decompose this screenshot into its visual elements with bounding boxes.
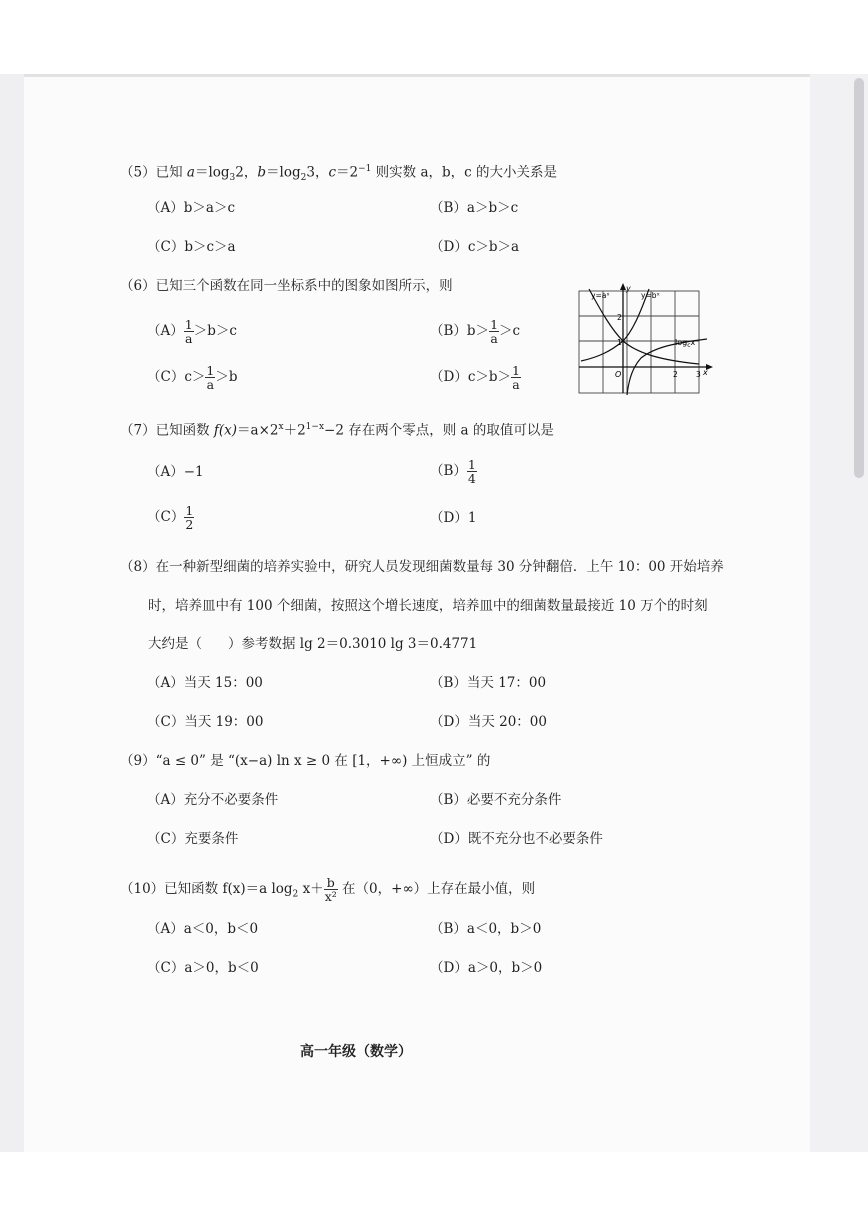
question-10-stem bbox=[120, 876, 535, 904]
q5-log-base2: 2 bbox=[300, 173, 307, 184]
graph-y-axis-label: y bbox=[626, 284, 631, 293]
q7-b-prefix: （B） bbox=[430, 463, 467, 479]
q5-var-a: a bbox=[186, 164, 195, 181]
q9-option-a[interactable]: （A）充分不必要条件 bbox=[147, 792, 279, 808]
graph-tick-x2: 2 bbox=[673, 370, 678, 379]
q7-fx: f(x) bbox=[213, 422, 238, 439]
question-9-stem: （9）“a ≤ 0” 是 “(x−a) ln x ≥ 0 在 [1，+∞) 上恒成立” 的 bbox=[120, 753, 491, 769]
q7-exp2: 1−x bbox=[305, 422, 325, 432]
q7-stem-suffix: −2 存在两个零点，则 a 的取值可以是 bbox=[324, 422, 554, 439]
question-8-line-2: 时，培养皿中有 100 个细菌，按照这个增长速度，培养皿中的细菌数量最接近 10 万个的时刻 bbox=[148, 598, 708, 614]
q9-option-d[interactable]: （D）既不充分也不必要条件 bbox=[430, 831, 603, 847]
scrollbar-thumb[interactable] bbox=[854, 78, 864, 478]
q6-a-suffix: ＞b＞c bbox=[193, 323, 237, 339]
q6-b-suffix: ＞c bbox=[499, 323, 521, 339]
q10-option-b[interactable]: （B）a＜0，b＞0 bbox=[430, 921, 542, 937]
q6-option-d[interactable] bbox=[430, 364, 521, 391]
q5-eq1: ＝log bbox=[194, 164, 230, 181]
question-8-line-1: （8）在一种新型细菌的培养实验中，研究人员发现细菌数量每 30 分钟翻倍．上午 10：00 开始培养 bbox=[120, 559, 724, 575]
q5-log-base1: 3 bbox=[229, 173, 236, 184]
q10-option-c[interactable]: （C）a＞0，b＜0 bbox=[147, 960, 259, 976]
q6-c-frac-den: a bbox=[206, 377, 215, 392]
q6-b-frac-den: a bbox=[490, 331, 498, 346]
q10-fraction bbox=[324, 876, 338, 903]
q7-c-fraction bbox=[184, 504, 194, 531]
q10-option-a[interactable]: （A）a＜0，b＜0 bbox=[147, 921, 259, 937]
q5-option-c[interactable]: （C）b＞c＞a bbox=[147, 239, 236, 255]
graph-label-y-bx: y=bˣ bbox=[641, 291, 660, 300]
bottom-bar bbox=[0, 1152, 868, 1227]
q6-a-frac-den: a bbox=[185, 331, 193, 346]
q6-option-b[interactable] bbox=[430, 318, 520, 345]
q10-log-base: 2 bbox=[292, 889, 299, 900]
q5-eq1b: 2， bbox=[235, 164, 258, 181]
graph-tick-x3: 3 bbox=[696, 370, 701, 379]
q10-stem-prefix: （10）已知函数 f(x)＝a log bbox=[120, 881, 293, 897]
q6-d-fraction bbox=[511, 364, 521, 391]
q6-a-prefix: （A） bbox=[147, 323, 184, 339]
q6-c-prefix: （C）c＞ bbox=[147, 369, 206, 385]
q6-d-frac-num: 1 bbox=[512, 363, 520, 378]
q6-option-c[interactable] bbox=[147, 364, 238, 391]
graph-label-log bbox=[675, 338, 696, 349]
q10-frac-den: x² bbox=[324, 889, 337, 904]
q5-var-c: c bbox=[328, 164, 337, 181]
q5-stem-suffix: 则实数 a，b，c 的大小关系是 bbox=[371, 164, 558, 181]
question-5-stem bbox=[120, 160, 557, 187]
graph-origin-label: O bbox=[615, 370, 622, 379]
q10-option-d[interactable]: （D）a＞0，b＞0 bbox=[430, 960, 543, 976]
q8-option-b[interactable]: （B）当天 17：00 bbox=[430, 675, 547, 691]
q6-b-prefix: （B）b＞ bbox=[430, 323, 490, 339]
q5-eq2b: 3， bbox=[306, 164, 329, 181]
q7-stem-mid2: ＋2 bbox=[283, 422, 306, 439]
q6-option-a[interactable] bbox=[147, 318, 237, 345]
q7-option-b[interactable] bbox=[430, 458, 477, 485]
q6-d-prefix: （D）c＞b＞ bbox=[430, 369, 512, 385]
q10-stem-mid: x＋ bbox=[298, 881, 324, 897]
q6-c-fraction bbox=[205, 364, 215, 391]
q5-option-d[interactable]: （D）c＞b＞a bbox=[430, 239, 520, 255]
q7-c-den: 2 bbox=[185, 517, 194, 532]
q6-a-frac-num: 1 bbox=[184, 317, 193, 332]
q7-b-num: 1 bbox=[467, 457, 476, 472]
q9-option-c[interactable]: （C）充要条件 bbox=[147, 831, 239, 847]
q7-exp1: x bbox=[278, 422, 284, 432]
question-7-stem bbox=[120, 418, 554, 440]
q8-option-a[interactable]: （A）当天 15：00 bbox=[147, 675, 263, 691]
q5-exponent: −1 bbox=[358, 164, 372, 174]
q7-b-fraction bbox=[467, 458, 477, 485]
q6-c-frac-num: 1 bbox=[206, 363, 215, 378]
graph-tick-y2: 2 bbox=[617, 313, 622, 322]
q7-option-c[interactable] bbox=[147, 504, 194, 531]
q7-option-a[interactable]: （A）−1 bbox=[147, 464, 204, 480]
graph-label-log-base: c bbox=[687, 342, 691, 349]
q6-d-frac-den: a bbox=[512, 377, 520, 392]
q8-line3-suffix: ）参考数据 lg 2＝0.3010 lg 3＝0.4771 bbox=[228, 636, 478, 652]
graph-label-log-text: log bbox=[675, 338, 688, 347]
q7-stem-mid: ＝a×2 bbox=[237, 422, 279, 439]
page-footer: 高一年级（数学） bbox=[300, 1044, 412, 1060]
graph-label-y-ax: y=aˣ bbox=[591, 291, 610, 300]
graph-tick-y1: 1 bbox=[617, 338, 622, 347]
q5-eq2: ＝log bbox=[266, 164, 301, 181]
q6-c-suffix: ＞b bbox=[215, 369, 238, 385]
q6-b-fraction bbox=[489, 318, 499, 345]
top-bar bbox=[0, 0, 868, 74]
q7-stem-prefix: （7）已知函数 bbox=[120, 422, 214, 439]
graph-label-log-x: x bbox=[690, 338, 696, 347]
q5-eq3: ＝2 bbox=[336, 164, 359, 181]
q9-option-b[interactable]: （B）必要不充分条件 bbox=[430, 792, 562, 808]
q5-var-b: b bbox=[257, 164, 267, 181]
q7-c-num: 1 bbox=[185, 503, 194, 518]
q10-stem-suffix: 在（0，+∞）上存在最小值，则 bbox=[337, 881, 536, 897]
q6-a-fraction bbox=[184, 318, 194, 345]
question-6-stem: （6）已知三个函数在同一坐标系中的图象如图所示，则 bbox=[120, 278, 453, 294]
left-gutter bbox=[0, 74, 24, 1152]
q8-line3-prefix: 大约是（ bbox=[148, 636, 202, 652]
graph-x-axis-label: x bbox=[703, 368, 708, 377]
q10-frac-num: b bbox=[324, 876, 338, 890]
q5-option-b[interactable]: （B）a＞b＞c bbox=[430, 200, 519, 216]
question-8-line-3 bbox=[148, 635, 477, 653]
q5-option-a[interactable]: （A）b＞a＞c bbox=[147, 200, 236, 216]
q6-function-graph bbox=[575, 283, 715, 398]
q7-option-d[interactable]: （D）1 bbox=[430, 510, 477, 526]
q7-b-den: 4 bbox=[467, 471, 476, 486]
q5-stem-prefix: （5）已知 bbox=[120, 164, 187, 181]
q8-option-c[interactable]: （C）当天 19：00 bbox=[147, 714, 264, 730]
q6-b-frac-num: 1 bbox=[490, 317, 499, 332]
q8-option-d[interactable]: （D）当天 20：00 bbox=[430, 714, 547, 730]
q7-c-prefix: （C） bbox=[147, 509, 185, 525]
